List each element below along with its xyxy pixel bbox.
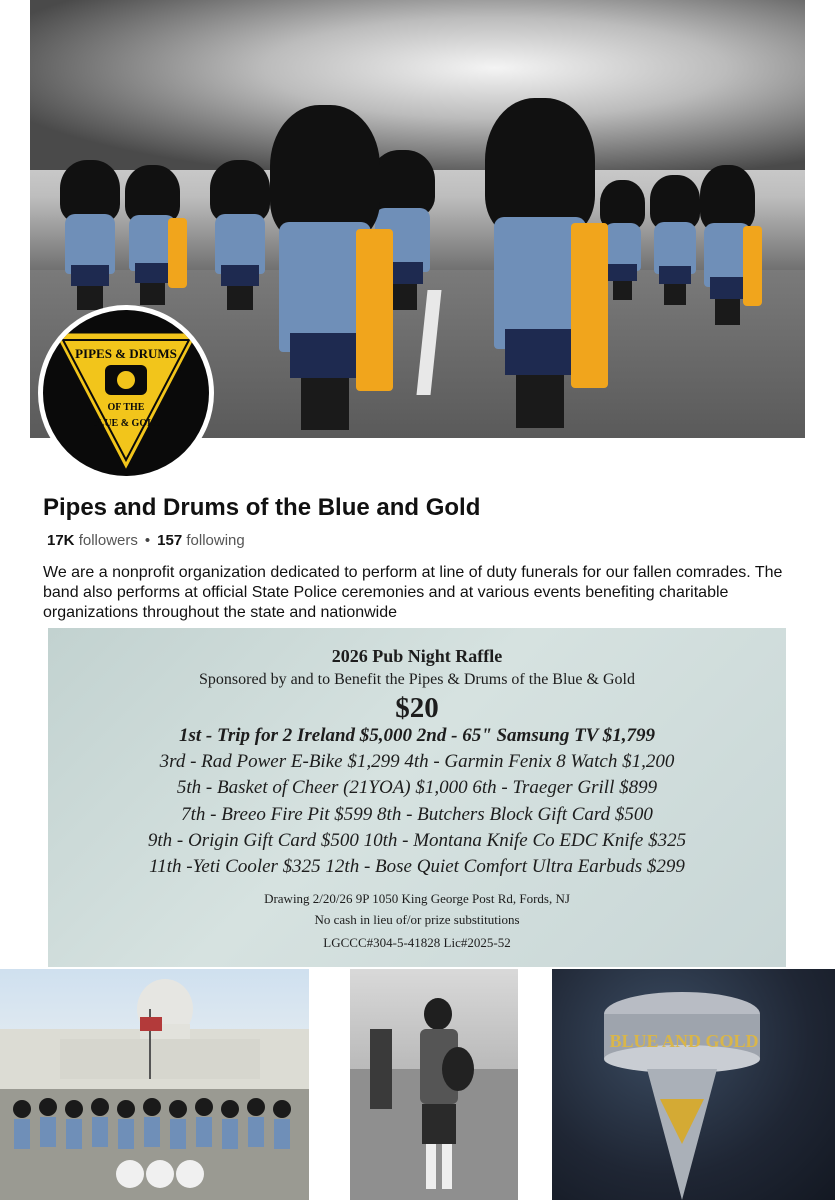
raffle-license: LGCCC#304-5-41828 Lic#2025-52 bbox=[323, 935, 511, 950]
raffle-no-cash: No cash in lieu of/or prize substitutions bbox=[314, 912, 520, 927]
raffle-prize-line: 11th -Yeti Cooler $325 12th - Bose Quiet Comfort Ultra Earbuds $299 bbox=[149, 856, 685, 877]
following-link[interactable] bbox=[157, 532, 245, 549]
raffle-drawing-info: Drawing 2/20/26 9P 1050 King George Post Rd, Fords, NJ bbox=[264, 891, 570, 906]
logo-text-bottom: BLUE & GOLD bbox=[90, 418, 162, 429]
following-count: 157 bbox=[157, 532, 183, 549]
raffle-title: 2026 Pub Night Raffle bbox=[331, 646, 503, 666]
profile-stats bbox=[47, 532, 245, 549]
photo-capitol-band[interactable] bbox=[0, 969, 309, 1200]
marcher bbox=[60, 160, 120, 310]
raffle-prize-line: 3rd - Rad Power E-Bike $1,299 4th - Garmin Fenix 8 Watch $1,200 bbox=[159, 751, 675, 772]
lead-marcher-right bbox=[485, 98, 595, 428]
photo-piper-bw[interactable] bbox=[350, 969, 518, 1200]
followers-label: followers bbox=[78, 532, 138, 549]
logo-badge bbox=[43, 310, 209, 476]
logo-emblem-icon bbox=[43, 310, 209, 476]
marcher bbox=[700, 165, 755, 325]
piper-scene bbox=[350, 969, 518, 1200]
marcher bbox=[125, 165, 180, 305]
raffle-price: $20 bbox=[395, 692, 439, 724]
baton-scene bbox=[552, 969, 835, 1200]
raffle-prize-line: 5th - Basket of Cheer (21YOA) $1,000 6th - Traeger Grill $899 bbox=[176, 777, 658, 798]
separator-dot: • bbox=[144, 532, 151, 549]
photo-baton[interactable] bbox=[552, 969, 835, 1200]
lead-marcher-left bbox=[270, 105, 380, 430]
raffle-prize-line: 7th - Breeo Fire Pit $599 8th - Butchers Block Gift Card $500 bbox=[181, 804, 653, 825]
page-title: Pipes and Drums of the Blue and Gold bbox=[43, 494, 481, 521]
marcher bbox=[650, 175, 700, 305]
capitol-scene bbox=[0, 969, 309, 1200]
profile-avatar[interactable] bbox=[38, 305, 214, 481]
logo-text-top: PIPES & DRUMS bbox=[75, 346, 177, 361]
raffle-prize-line: 9th - Origin Gift Card $500 10th - Montana Knife Co EDC Knife $325 bbox=[147, 830, 687, 851]
marcher bbox=[210, 160, 270, 310]
baton-engraving: BLUE AND GOLD bbox=[609, 1031, 759, 1051]
cover-sky bbox=[30, 0, 805, 170]
following-label: following bbox=[186, 532, 245, 549]
followers-count: 17K bbox=[47, 532, 75, 549]
raffle-flyer[interactable] bbox=[48, 628, 786, 967]
followers-link[interactable] bbox=[47, 532, 138, 549]
logo-text-mid: OF THE bbox=[107, 402, 145, 413]
profile-bio: We are a nonprofit organization dedicated to perform at line of duty funerals for our fallen comrades. The band also performs at official State Police ceremonies and at various events benefiting charitable organizations throughout the state and nationwide bbox=[43, 564, 783, 621]
raffle-prize-line: 1st - Trip for 2 Ireland $5,000 2nd - 65" Samsung TV $1,799 bbox=[178, 725, 656, 746]
raffle-subtitle: Sponsored by and to Benefit the Pipes & Drums of the Blue & Gold bbox=[199, 671, 635, 688]
